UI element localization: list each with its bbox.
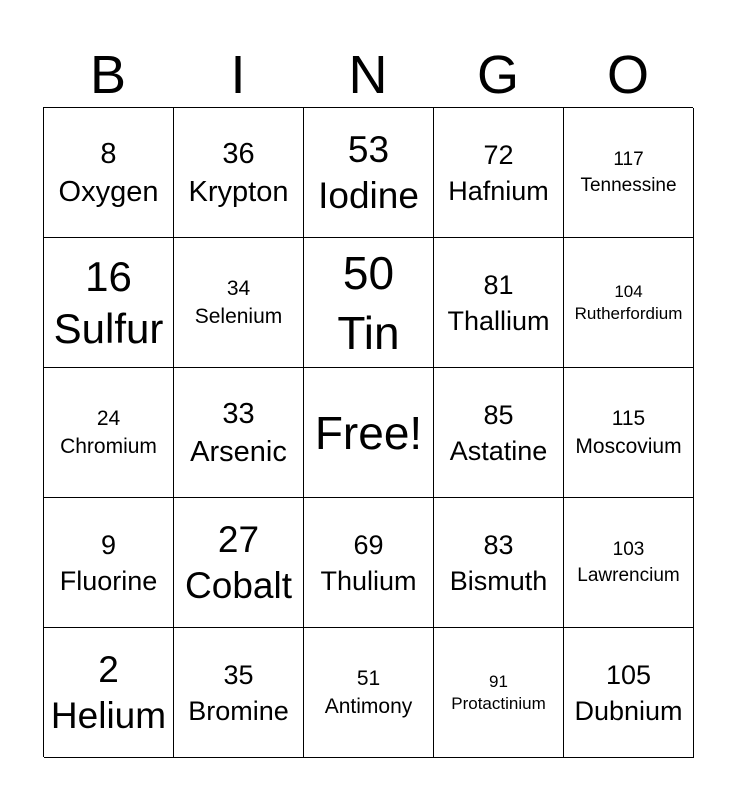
cell-number: 83 <box>483 529 514 560</box>
bingo-cell[interactable] <box>44 238 174 368</box>
header-letter-b: B <box>89 45 127 105</box>
cell-element-name: Rutherfordium <box>574 303 683 323</box>
cell-number: 81 <box>483 269 514 300</box>
cell-number: 103 <box>612 538 645 560</box>
cell-number: 85 <box>483 399 514 430</box>
cell-number: 8 <box>100 137 117 170</box>
bingo-cell[interactable] <box>304 238 434 368</box>
cell-number: 27 <box>217 518 260 560</box>
cell-element-name: Arsenic <box>190 435 287 468</box>
cell-number: 34 <box>226 276 251 300</box>
bingo-header <box>43 44 693 106</box>
bingo-cell[interactable] <box>564 238 694 368</box>
cell-element-name: Fluorine <box>59 565 158 596</box>
cell-number: 105 <box>605 659 652 690</box>
cell-number: 36 <box>222 137 255 170</box>
cell-element-name: Moscovium <box>575 434 682 458</box>
bingo-board <box>43 107 693 757</box>
cell-number: 33 <box>222 397 255 430</box>
cell-element-name: Protactinium <box>451 693 546 713</box>
cell-number: 51 <box>356 666 381 690</box>
bingo-cell[interactable] <box>304 628 434 758</box>
cell-number: 53 <box>347 128 390 170</box>
bingo-cell[interactable] <box>44 498 174 628</box>
bingo-cell[interactable] <box>174 628 304 758</box>
header-letter-g: G <box>476 45 519 105</box>
cell-element-name: Iodine <box>318 174 419 216</box>
header-letter-o: O <box>606 45 649 105</box>
bingo-cell[interactable] <box>564 628 694 758</box>
bingo-cell[interactable] <box>44 628 174 758</box>
bingo-cell[interactable] <box>174 498 304 628</box>
cell-element-name: Selenium <box>194 304 283 328</box>
cell-number: 115 <box>611 406 646 430</box>
cell-element-name: Tin <box>337 306 400 359</box>
cell-element-name: Thallium <box>447 305 550 336</box>
cell-element-name: Thulium <box>320 565 417 596</box>
bingo-cell[interactable] <box>434 108 564 238</box>
cell-number: 16 <box>85 252 132 300</box>
cell-number: 104 <box>614 281 643 301</box>
cell-number: 69 <box>353 529 384 560</box>
bingo-cell[interactable] <box>564 108 694 238</box>
bingo-cell[interactable] <box>174 108 304 238</box>
cell-element-name: Krypton <box>188 175 289 208</box>
cell-element-name: Astatine <box>449 435 548 466</box>
bingo-cell[interactable] <box>174 368 304 498</box>
bingo-cell[interactable] <box>304 498 434 628</box>
bingo-cell[interactable] <box>44 368 174 498</box>
cell-element-name: Dubnium <box>574 695 683 726</box>
cell-number: 9 <box>100 529 117 560</box>
cell-number: 117 <box>613 148 644 170</box>
bingo-cell[interactable] <box>304 108 434 238</box>
bingo-cell[interactable] <box>434 498 564 628</box>
cell-number: 50 <box>342 246 395 299</box>
cell-element-name: Oxygen <box>58 175 159 208</box>
header-letter-n: N <box>348 45 388 105</box>
cell-number: 72 <box>483 139 514 170</box>
cell-number: 24 <box>96 406 121 430</box>
cell-element-name: Bismuth <box>449 565 548 596</box>
cell-number: 35 <box>223 659 254 690</box>
cell-element-name: Hafnium <box>448 175 549 206</box>
cell-number: 91 <box>489 671 508 691</box>
cell-element-name: Tennessine <box>580 174 677 196</box>
free-space-cell[interactable] <box>304 368 434 498</box>
bingo-cell[interactable] <box>564 498 694 628</box>
cell-number: 2 <box>98 648 119 690</box>
cell-element-name: Bromine <box>188 695 289 726</box>
cell-element-name: Helium <box>50 694 167 736</box>
bingo-cell[interactable] <box>174 238 304 368</box>
bingo-cell[interactable] <box>434 238 564 368</box>
cell-element-name: Lawrencium <box>577 564 680 586</box>
bingo-cell[interactable] <box>434 368 564 498</box>
bingo-cell[interactable] <box>434 628 564 758</box>
cell-element-name: Chromium <box>60 434 157 458</box>
cell-element-name: Sulfur <box>53 304 164 352</box>
header-letter-i: I <box>230 45 246 105</box>
cell-element-name: Antimony <box>324 694 413 718</box>
bingo-cell[interactable] <box>44 108 174 238</box>
cell-element-name: Cobalt <box>185 564 292 606</box>
bingo-cell[interactable] <box>564 368 694 498</box>
free-space-label: Free! <box>314 406 423 459</box>
